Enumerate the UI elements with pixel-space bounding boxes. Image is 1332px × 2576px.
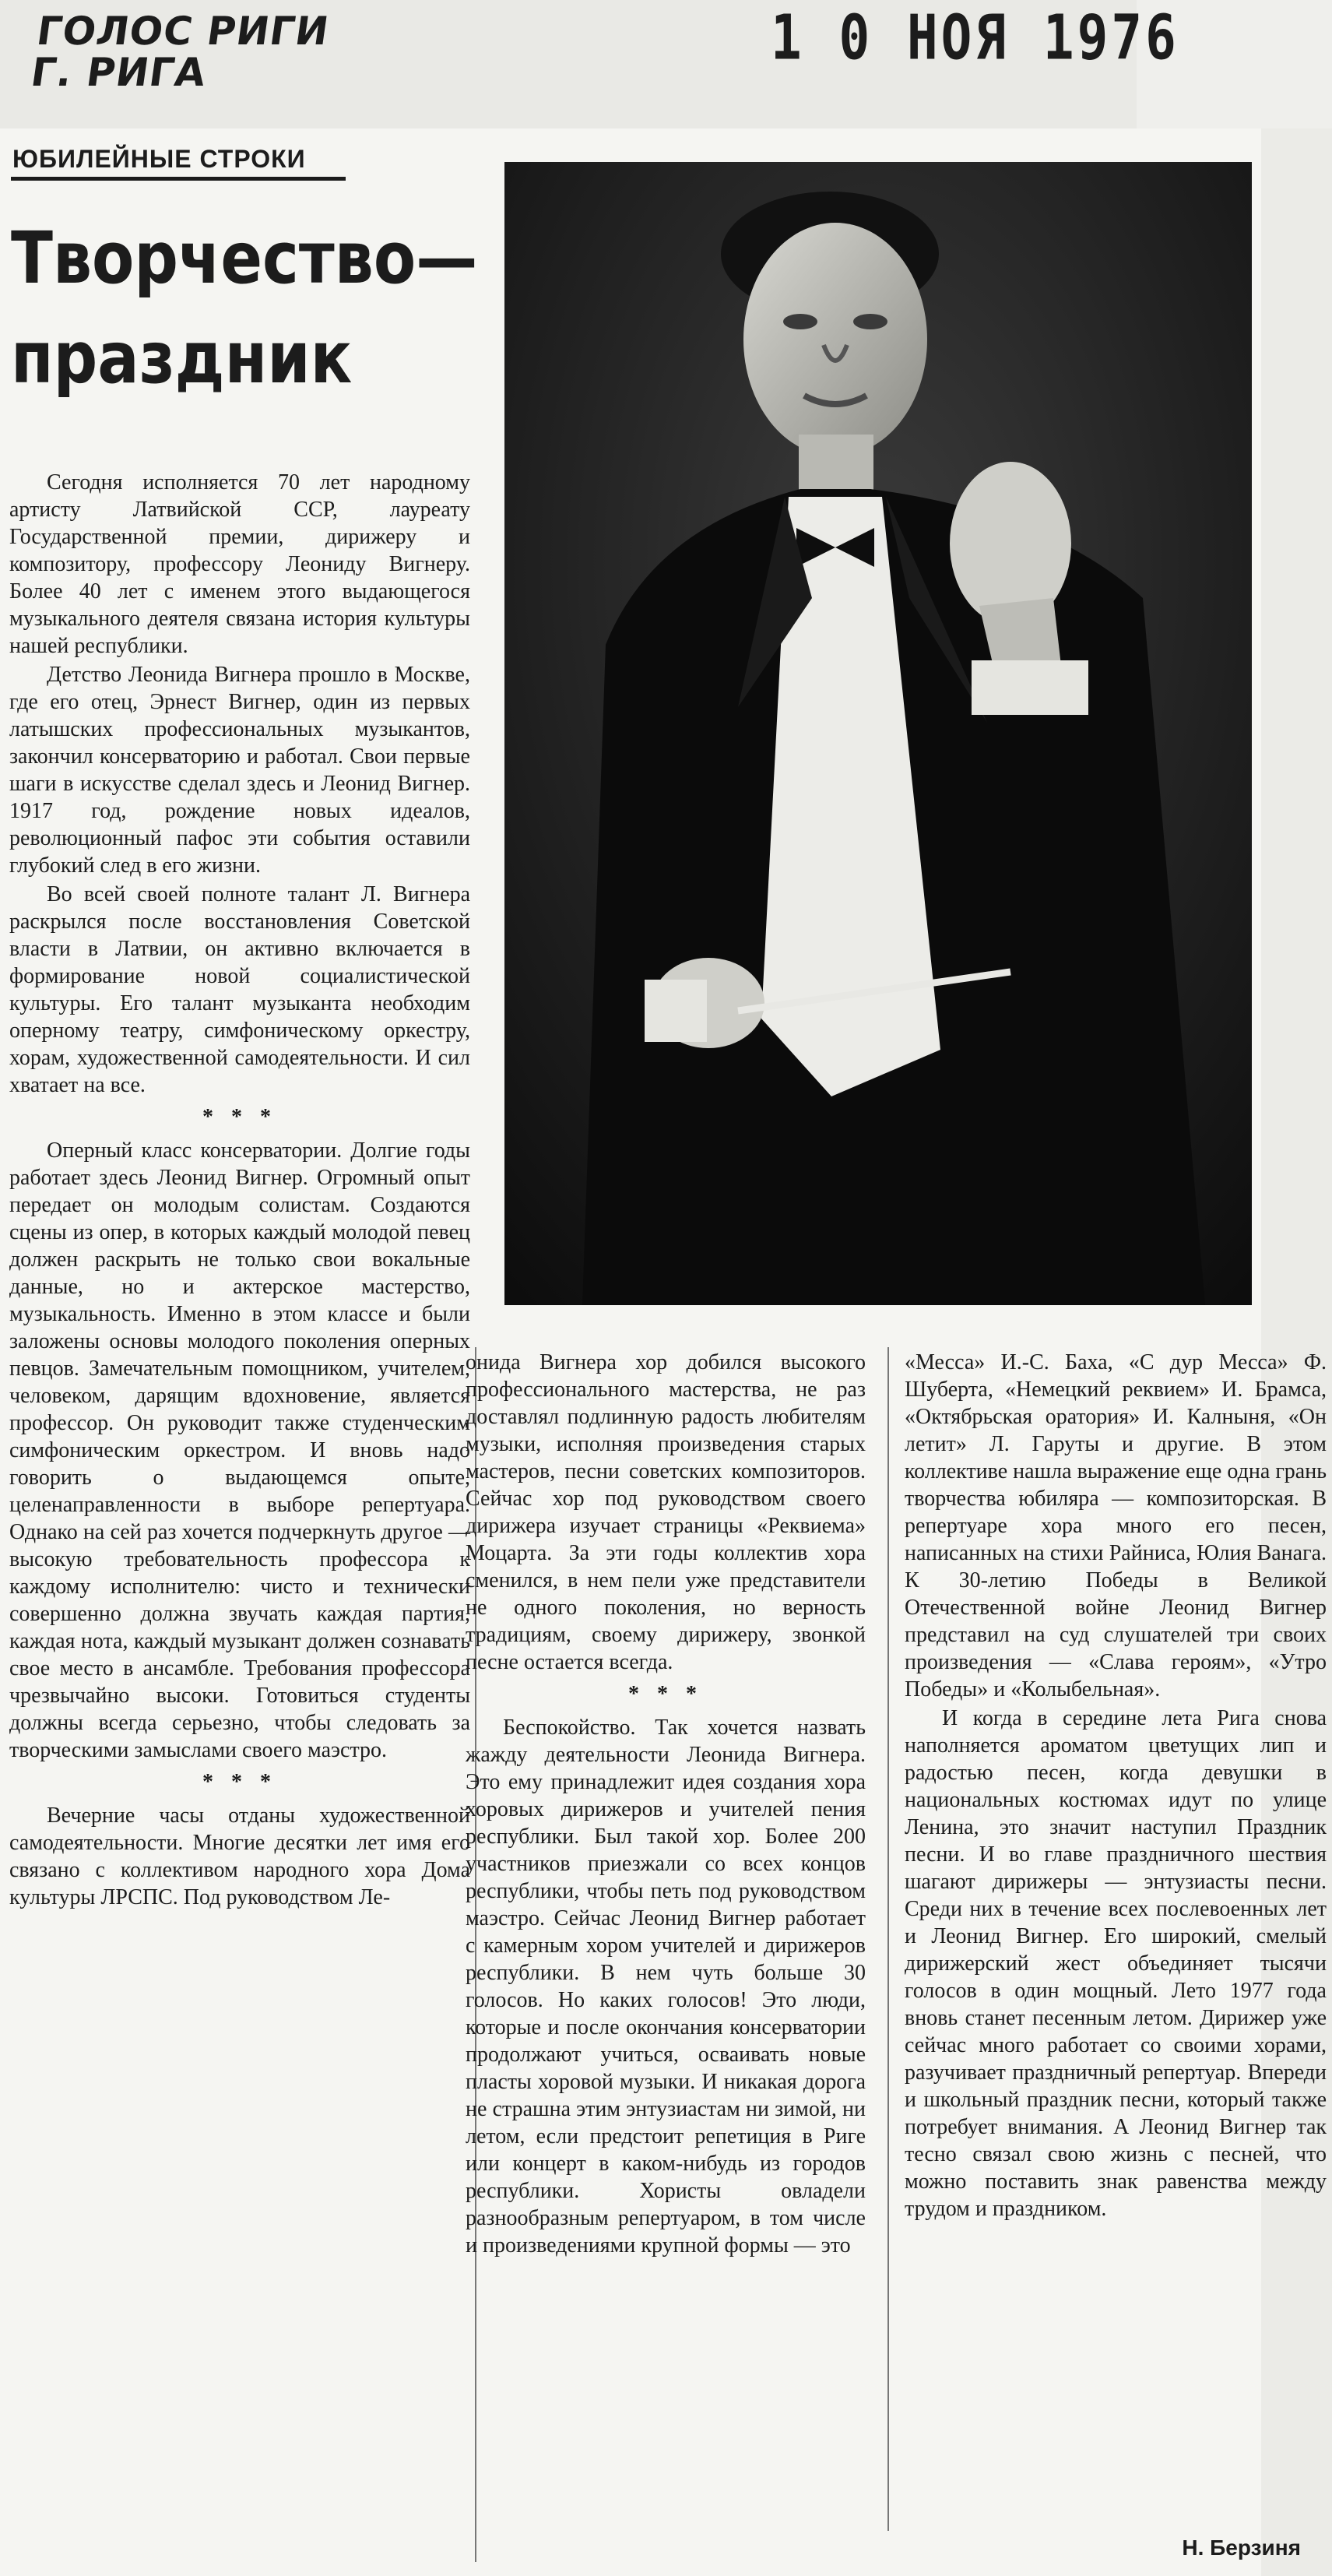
paragraph: Оперный класс консерватории. Долгие годы работает здесь Леонид Вигнер. Огромный опыт передает он молодым солистам. Создаются сцены из опер, в которых каждый молодой певец должен раскрыть не только свои вокальные данные, но и актерское мастерство, музыкальность. Именно в этом классе и были заложены основы молодого поколения оперных певцов. Замечательным помощником, учителем, человеком, дарящим вдохновение, является профессор. Он руководит также студенческим симфоническим оркестром. И вновь надо говорить о выдающемся опыте, целенаправленности в выборе репертуара. Однако на сей раз хочется подчеркнуть другое — высокую требовательность профессора к каждому исполнителю: чисто и технически совершенно должна звучать каждая партия, каждая нота, каждый музыкант должен сознавать свое место в ансамбле. Требования профессора чрезвычайно высоки. Готовиться студенты должны всегда серьезно, чтобы следовать за творческими замыслами своего маэстро. <box>9 1138 470 1762</box>
headline-line-2: праздник <box>11 316 353 399</box>
section-divider: * * * <box>202 1105 277 1129</box>
paragraph: Детство Леонида Вигнера прошло в Москве, где его отец, Эрнест Вигнер, один из первых латышских профессиональных музыкантов, закончил консерваторию и работал. Свои первые шаги в искусстве сделал здесь и Леонид Вигнер. 1917 год, рождение новых идеалов, революционный пафос эти события оставили глубокий след в его жизни. <box>9 663 470 878</box>
source-stamp <box>29 11 332 93</box>
rubric-underline <box>11 177 346 181</box>
section-divider: * * * <box>202 1770 277 1794</box>
article-column-3 <box>905 1349 1327 2224</box>
author-signature: Н. Берзиня <box>1182 2536 1301 2560</box>
article-column-1 <box>9 469 470 1913</box>
conductor-portrait-illustration <box>504 162 1252 1305</box>
paragraph: И когда в середине лета Рига снова наполняется ароматом цветущих лип и радостью песен, когда девушки в национальных костюмах идут по улице Ленина, это значит наступил Праздник песни. И во главе праздничного шествия шагают дирижеры — энтузиасты песни. Среди них в течение всех послевоенных лет и Леонид Вигнер. Его широкий, смелый дирижерский жест объединяет тысячи голосов в один мощный. Лето 1977 года вновь станет песенным летом. Дирижер уже сейчас много работает со своими хорами, разучивает праздничный репертуар. Впереди и школьный праздник песни, который также потребует внимания. А Леонид Вигнер так тесно связал свою жизнь с песней, что можно поставить знак равенства между трудом и праздником. <box>905 1706 1327 2221</box>
column-rule <box>887 1347 889 2531</box>
paragraph: онида Вигнера хор добился высокого профессионального мастерства, не раз доставлял подлинную радость любителям музыки, исполняя произведения старых мастеров, песни советских композиторов. Сейчас хор под руководством своего дирижера изучает страницы «Реквиема» Моцарта. За эти годы коллектив хора сменился, в нем пели уже представители не одного поколения, но верность традициям, своему дирижеру, звонкой песне остается всегда. <box>466 1350 866 1674</box>
headline-line-1: Творчество— <box>11 216 478 300</box>
source-stamp-line-1: ГОЛОС РИГИ <box>33 9 332 54</box>
paragraph: Сегодня исполняется 70 лет народному артисту Латвийской ССР, лауреату Государственной премии, дирижеру и композитору, профессору Леониду Вигнеру. Более 40 лет с именем этого выдающегося музыкального деятеля связана история культуры нашей республики. <box>9 470 470 658</box>
article-column-2 <box>466 1349 866 2261</box>
rubric-label: ЮБИЛЕЙНЫЕ СТРОКИ <box>12 145 306 173</box>
paragraph: Вечерние часы отданы художественной самодеятельности. Многие десятки лет имя его связано с коллективом народного хора Дома культуры ЛРСПС. Под руководством Ле- <box>9 1804 470 1909</box>
source-stamp-line-2: Г. РИГА <box>28 49 209 95</box>
paragraph: Беспокойство. Так хочется назвать жажду деятельности Леонида Вигнера. Это ему принадлежит идея создания хора хоровых дирижеров и учителей пения республики. Был такой хор. Более 200 участников приезжали со всех концов республики, чтобы петь под руководством маэстро. Сейчас Леонид Вигнер работает с камерным хором учителей и дирижеров республики. В нем чуть больше 30 голосов. Но каких голосов! Это люди, которые и после окончания консерватории продолжают учиться, осваивать новые пласты хоровой музыки. И никакая дорога не страшна этим энтузиастам ни зимой, ни летом, если предстоит репетиция в Риге или концерт в каком-нибудь из городов республики. Хористы овладели разнообразным репертуаром, в том числе и произведениями крупной формы — это <box>466 1716 866 2258</box>
paragraph: «Месса» И.-С. Баха, «С дур Месса» Ф. Шуберта, «Немецкий реквием» И. Брамса, «Октябрьская оратория» И. Калныня, «Он летит» Л. Гаруты и другие. В этом коллективе нашла выражение еще одна грань творчества юбиляра — композиторская. В репертуаре хора много его песен, написанных на стихи Райниса, Юлия Ванага. К 30-летию Победы в Великой Отечественной войне Леонид Вигнер представил на суд слушателей три своих произведения — «Слава героям», «Утро Победы» и «Колыбельная». <box>905 1350 1327 1701</box>
section-divider: * * * <box>628 1682 703 1706</box>
conductor-photo <box>504 162 1252 1305</box>
date-stamp: 1 0 НОЯ 1976 <box>771 2 1179 74</box>
paragraph: Во всей своей полноте талант Л. Вигнера раскрылся после восстановления Советской власти в Латвии, он активно включается в формирование новой социалистической культуры. Его талант музыканта необходим оперному театру, симфоническому оркестру, хорам, художественной самодеятельности. И сил хватает на все. <box>9 882 470 1097</box>
article-headline <box>11 209 478 408</box>
